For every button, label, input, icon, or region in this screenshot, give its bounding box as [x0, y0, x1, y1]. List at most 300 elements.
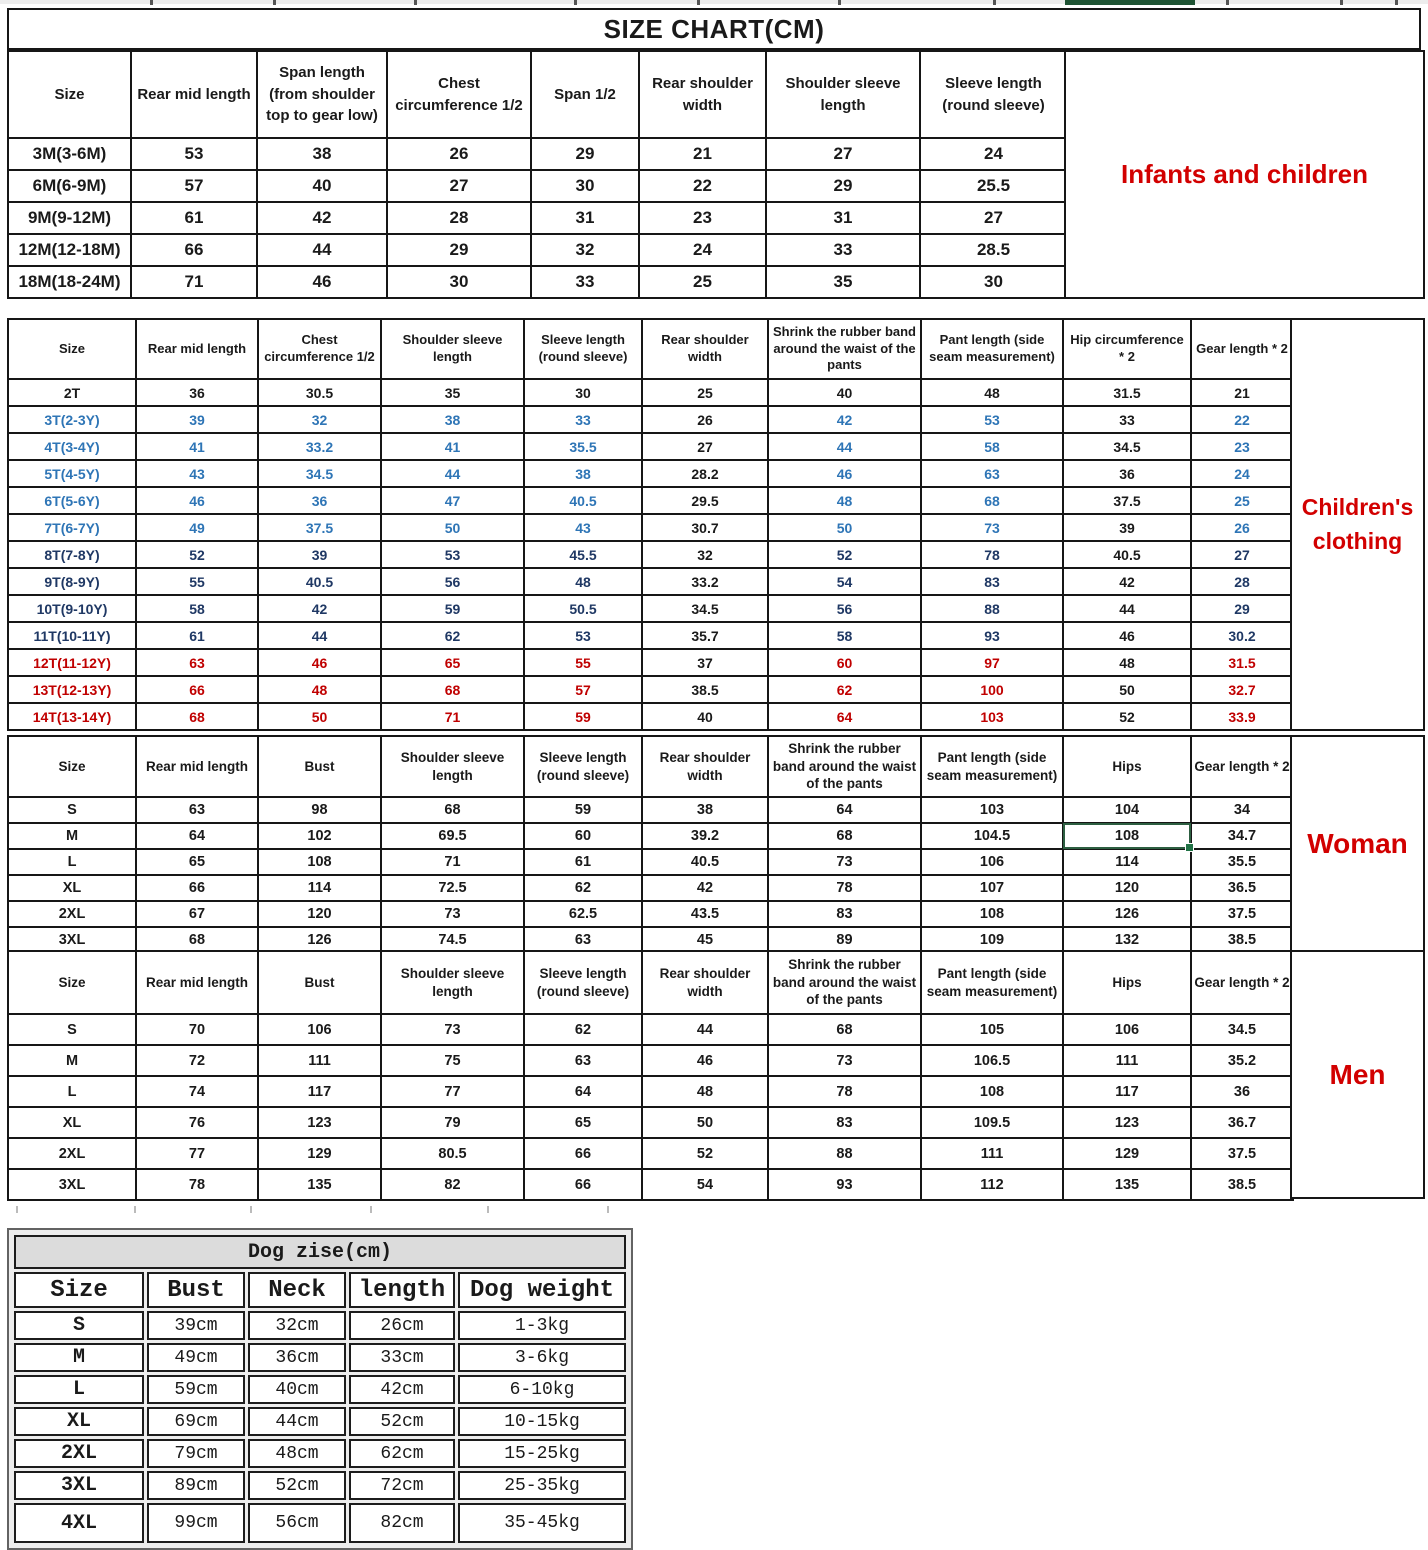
- value-cell: 72.5: [381, 875, 524, 901]
- column-header: Sleeve length (round sleeve): [524, 736, 642, 797]
- value-cell: 46: [257, 266, 387, 298]
- table-row: [14, 1343, 626, 1372]
- value-cell: 40.5: [258, 568, 381, 595]
- size-cell: 3XL: [8, 1169, 136, 1200]
- table-row: [8, 797, 1293, 823]
- table-row: [8, 1076, 1293, 1107]
- column-header: Pant length (side seam measurement): [921, 319, 1063, 379]
- value-cell: 32.7: [1191, 676, 1293, 703]
- value-cell: 105: [921, 1014, 1063, 1045]
- value-cell: 33cm: [349, 1343, 455, 1372]
- value-cell: 54: [642, 1169, 768, 1200]
- value-cell: 30.7: [642, 514, 768, 541]
- value-cell: 78: [768, 875, 921, 901]
- value-cell: 22: [1191, 406, 1293, 433]
- value-cell: 123: [1063, 1107, 1191, 1138]
- page-title: SIZE CHART(CM): [7, 8, 1421, 50]
- column-header: length: [349, 1272, 455, 1308]
- column-header: Size: [8, 319, 136, 379]
- value-cell: 120: [1063, 875, 1191, 901]
- value-cell: 58: [768, 622, 921, 649]
- value-cell: 52: [1063, 703, 1191, 730]
- value-cell: 102: [258, 823, 381, 849]
- value-cell: 6-10kg: [458, 1375, 626, 1404]
- value-cell: 46: [768, 460, 921, 487]
- value-cell: 72cm: [349, 1471, 455, 1500]
- value-cell: 63: [524, 1045, 642, 1076]
- value-cell: 30: [387, 266, 531, 298]
- value-cell: 80.5: [381, 1138, 524, 1169]
- value-cell: 79: [381, 1107, 524, 1138]
- value-cell: 27: [920, 202, 1067, 234]
- table-row: [8, 379, 1293, 406]
- column-header: Rear mid length: [136, 736, 258, 797]
- value-cell: 106: [921, 849, 1063, 875]
- value-cell: 48: [642, 1076, 768, 1107]
- grid-tick: [1395, 0, 1398, 5]
- value-cell: 34.7: [1191, 823, 1293, 849]
- value-cell: 23: [1191, 433, 1293, 460]
- value-cell: 114: [258, 875, 381, 901]
- size-cell: 3XL: [8, 927, 136, 953]
- column-header: Shrink the rubber band around the waist of the pants: [768, 736, 921, 797]
- value-cell: 38.5: [1191, 1169, 1293, 1200]
- value-cell: 109.5: [921, 1107, 1063, 1138]
- value-cell: 58: [136, 595, 258, 622]
- value-cell: 29: [766, 170, 920, 202]
- value-cell: 30.2: [1191, 622, 1293, 649]
- value-cell: 107: [921, 875, 1063, 901]
- column-header: Shrink the rubber band around the waist of the pants: [768, 319, 921, 379]
- grid-tick: [487, 1206, 489, 1213]
- header-row: [14, 1272, 626, 1308]
- value-cell: 35.7: [642, 622, 768, 649]
- column-header: Chest circumference 1/2: [258, 319, 381, 379]
- column-header: Shoulder sleeve length: [381, 319, 524, 379]
- value-cell: 60: [768, 649, 921, 676]
- value-cell: 135: [258, 1169, 381, 1200]
- table-row: [14, 1503, 626, 1543]
- table-row: [8, 514, 1293, 541]
- value-cell: 35: [766, 266, 920, 298]
- value-cell: 46: [1063, 622, 1191, 649]
- value-cell: 73: [381, 1014, 524, 1045]
- table-row: [8, 703, 1293, 730]
- value-cell: 64: [768, 703, 921, 730]
- value-cell: 32cm: [248, 1311, 346, 1340]
- value-cell: 68: [921, 487, 1063, 514]
- value-cell: 73: [768, 1045, 921, 1076]
- column-header: Sleeve length (round sleeve): [524, 951, 642, 1014]
- value-cell: 38: [524, 460, 642, 487]
- value-cell: 42cm: [349, 1375, 455, 1404]
- value-cell: 71: [381, 849, 524, 875]
- value-cell: 36: [1063, 460, 1191, 487]
- value-cell: 117: [1063, 1076, 1191, 1107]
- value-cell: 39: [1063, 514, 1191, 541]
- value-cell: 68: [768, 823, 921, 849]
- size-cell: S: [8, 1014, 136, 1045]
- value-cell: 38: [642, 797, 768, 823]
- value-cell: 98: [258, 797, 381, 823]
- value-cell: 109: [921, 927, 1063, 953]
- value-cell: 33.9: [1191, 703, 1293, 730]
- column-header: Size: [14, 1272, 144, 1308]
- size-cell: 3M(3-6M): [8, 138, 131, 170]
- value-cell: 29.5: [642, 487, 768, 514]
- column-header: Dog weight: [458, 1272, 626, 1308]
- grid-tick: [134, 1206, 136, 1213]
- value-cell: 47: [381, 487, 524, 514]
- column-header: Rear mid length: [136, 319, 258, 379]
- value-cell: 43: [136, 460, 258, 487]
- grid-tick: [1226, 0, 1229, 5]
- table-row: [8, 1014, 1293, 1045]
- value-cell: 45.5: [524, 541, 642, 568]
- value-cell: 10-15kg: [458, 1407, 626, 1436]
- column-header: Bust: [258, 736, 381, 797]
- value-cell: 88: [921, 595, 1063, 622]
- value-cell: 42: [768, 406, 921, 433]
- size-cell: 2XL: [8, 901, 136, 927]
- table-row: [8, 433, 1293, 460]
- dog-size-table: [11, 1232, 629, 1546]
- size-cell: M: [14, 1343, 144, 1372]
- size-cell: 13T(12-13Y): [8, 676, 136, 703]
- value-cell: 77: [381, 1076, 524, 1107]
- grid-tick: [250, 1206, 252, 1213]
- grid-tick: [697, 0, 700, 5]
- value-cell: 32: [258, 406, 381, 433]
- value-cell: 31.5: [1063, 379, 1191, 406]
- value-cell: 73: [768, 849, 921, 875]
- value-cell: 1-3kg: [458, 1311, 626, 1340]
- size-cell: S: [8, 797, 136, 823]
- value-cell: 73: [921, 514, 1063, 541]
- size-cell: L: [14, 1375, 144, 1404]
- value-cell: 100: [921, 676, 1063, 703]
- value-cell: 38.5: [642, 676, 768, 703]
- value-cell: 25-35kg: [458, 1471, 626, 1500]
- value-cell: 28.5: [920, 234, 1067, 266]
- column-header: Hip circumference * 2: [1063, 319, 1191, 379]
- value-cell: 82: [381, 1169, 524, 1200]
- value-cell: 31.5: [1191, 649, 1293, 676]
- grid-tick: [273, 0, 276, 5]
- value-cell: 66: [131, 234, 257, 266]
- size-cell: 6M(6-9M): [8, 170, 131, 202]
- column-header: Sleeve length (round sleeve): [920, 51, 1067, 138]
- value-cell: 68: [136, 703, 258, 730]
- value-cell: 33: [524, 406, 642, 433]
- value-cell: 22: [639, 170, 766, 202]
- grid-tick: [16, 1206, 18, 1213]
- value-cell: 59: [381, 595, 524, 622]
- value-cell: 103: [921, 797, 1063, 823]
- value-cell: 41: [136, 433, 258, 460]
- value-cell: 40.5: [642, 849, 768, 875]
- value-cell: 89: [768, 927, 921, 953]
- value-cell: 46: [136, 487, 258, 514]
- men-section-label: Men: [1290, 950, 1425, 1199]
- value-cell: 62: [768, 676, 921, 703]
- value-cell: 132: [1063, 927, 1191, 953]
- size-cell: L: [8, 1076, 136, 1107]
- value-cell: 117: [258, 1076, 381, 1107]
- grid-tick: [993, 0, 996, 5]
- value-cell: 68: [768, 1014, 921, 1045]
- value-cell: 120: [258, 901, 381, 927]
- value-cell: 108: [258, 849, 381, 875]
- woman-section-label: Woman: [1290, 735, 1425, 952]
- value-cell: 36.7: [1191, 1107, 1293, 1138]
- value-cell: 63: [524, 927, 642, 953]
- value-cell: 26: [387, 138, 531, 170]
- value-cell: 42: [258, 595, 381, 622]
- value-cell: 63: [136, 797, 258, 823]
- value-cell: 104.5: [921, 823, 1063, 849]
- value-cell: 32: [531, 234, 639, 266]
- value-cell: 27: [1191, 541, 1293, 568]
- table-row: [8, 901, 1293, 927]
- table-row: [8, 170, 1067, 202]
- column-header: Shoulder sleeve length: [766, 51, 920, 138]
- value-cell: 32: [642, 541, 768, 568]
- value-cell: 114: [1063, 849, 1191, 875]
- value-cell: 56: [381, 568, 524, 595]
- value-cell: 33: [531, 266, 639, 298]
- value-cell: 28.2: [642, 460, 768, 487]
- value-cell: 54: [768, 568, 921, 595]
- value-cell: 35.5: [524, 433, 642, 460]
- value-cell: 53: [524, 622, 642, 649]
- size-cell: XL: [8, 1107, 136, 1138]
- selected-column-indicator: [1065, 0, 1195, 5]
- value-cell: 52: [136, 541, 258, 568]
- value-cell: 108: [921, 1076, 1063, 1107]
- value-cell: 35-45kg: [458, 1503, 626, 1543]
- column-header: Bust: [258, 951, 381, 1014]
- value-cell: 108: [1063, 823, 1191, 849]
- value-cell: 59: [524, 797, 642, 823]
- size-cell: 9M(9-12M): [8, 202, 131, 234]
- value-cell: 36: [1191, 1076, 1293, 1107]
- size-cell: M: [8, 823, 136, 849]
- size-cell: 10T(9-10Y): [8, 595, 136, 622]
- column-header: Shoulder sleeve length: [381, 951, 524, 1014]
- value-cell: 30.5: [258, 379, 381, 406]
- spreadsheet-top-edge: [0, 0, 1428, 4]
- value-cell: 82cm: [349, 1503, 455, 1543]
- header-row: [8, 951, 1293, 1014]
- header-row: [8, 51, 1067, 138]
- table-row: [8, 849, 1293, 875]
- value-cell: 45: [642, 927, 768, 953]
- value-cell: 36.5: [1191, 875, 1293, 901]
- value-cell: 46: [642, 1045, 768, 1076]
- size-cell: L: [8, 849, 136, 875]
- size-cell: 6T(5-6Y): [8, 487, 136, 514]
- value-cell: 52cm: [248, 1471, 346, 1500]
- value-cell: 50: [768, 514, 921, 541]
- value-cell: 65: [136, 849, 258, 875]
- value-cell: 50: [381, 514, 524, 541]
- value-cell: 38: [257, 138, 387, 170]
- column-header: Pant length (side seam measurement): [921, 736, 1063, 797]
- table-row: [14, 1471, 626, 1500]
- column-header: Gear length * 2: [1191, 319, 1293, 379]
- value-cell: 66: [136, 875, 258, 901]
- table-row: [8, 202, 1067, 234]
- value-cell: 33: [766, 234, 920, 266]
- value-cell: 72: [136, 1045, 258, 1076]
- value-cell: 46: [258, 649, 381, 676]
- value-cell: 111: [258, 1045, 381, 1076]
- value-cell: 27: [642, 433, 768, 460]
- size-cell: 9T(8-9Y): [8, 568, 136, 595]
- value-cell: 64: [524, 1076, 642, 1107]
- value-cell: 37: [642, 649, 768, 676]
- table-row: [8, 1138, 1293, 1169]
- value-cell: 27: [387, 170, 531, 202]
- column-header: Size: [8, 951, 136, 1014]
- value-cell: 31: [531, 202, 639, 234]
- value-cell: 42: [642, 875, 768, 901]
- column-header: Gear length * 2: [1191, 951, 1293, 1014]
- value-cell: 68: [136, 927, 258, 953]
- column-header: Bust: [147, 1272, 245, 1308]
- value-cell: 99cm: [147, 1503, 245, 1543]
- value-cell: 41: [381, 433, 524, 460]
- value-cell: 61: [131, 202, 257, 234]
- value-cell: 89cm: [147, 1471, 245, 1500]
- value-cell: 30: [920, 266, 1067, 298]
- value-cell: 36cm: [248, 1343, 346, 1372]
- value-cell: 53: [381, 541, 524, 568]
- column-header: Span length (from shoulder top to gear low): [257, 51, 387, 138]
- column-header: Rear shoulder width: [642, 951, 768, 1014]
- table-row: [8, 875, 1293, 901]
- value-cell: 25: [639, 266, 766, 298]
- grid-tick: [1340, 0, 1343, 5]
- value-cell: 30: [531, 170, 639, 202]
- size-cell: 4T(3-4Y): [8, 433, 136, 460]
- value-cell: 35: [381, 379, 524, 406]
- value-cell: 50: [1063, 676, 1191, 703]
- table-row: [8, 568, 1293, 595]
- grid-tick: [607, 1206, 609, 1213]
- value-cell: 40: [257, 170, 387, 202]
- value-cell: 34: [1191, 797, 1293, 823]
- column-header: Hips: [1063, 736, 1191, 797]
- value-cell: 40.5: [1063, 541, 1191, 568]
- value-cell: 67: [136, 901, 258, 927]
- table-row: [14, 1439, 626, 1468]
- value-cell: 29: [387, 234, 531, 266]
- value-cell: 40cm: [248, 1375, 346, 1404]
- value-cell: 38: [381, 406, 524, 433]
- table-row: [8, 1169, 1293, 1200]
- value-cell: 66: [524, 1169, 642, 1200]
- table-row: [8, 266, 1067, 298]
- table-row: [8, 823, 1293, 849]
- column-header: Rear shoulder width: [642, 736, 768, 797]
- value-cell: 52: [768, 541, 921, 568]
- value-cell: 61: [136, 622, 258, 649]
- value-cell: 53: [921, 406, 1063, 433]
- value-cell: 42: [257, 202, 387, 234]
- value-cell: 29: [1191, 595, 1293, 622]
- column-header: Rear mid length: [131, 51, 257, 138]
- size-cell: 2XL: [14, 1439, 144, 1468]
- column-header: Neck: [248, 1272, 346, 1308]
- value-cell: 58: [921, 433, 1063, 460]
- value-cell: 65: [381, 649, 524, 676]
- infants-size-table: [7, 50, 1068, 299]
- value-cell: 48: [1063, 649, 1191, 676]
- value-cell: 26cm: [349, 1311, 455, 1340]
- value-cell: 83: [768, 1107, 921, 1138]
- size-cell: 3XL: [14, 1471, 144, 1500]
- table-row: [8, 460, 1293, 487]
- value-cell: 106.5: [921, 1045, 1063, 1076]
- value-cell: 83: [768, 901, 921, 927]
- value-cell: 53: [131, 138, 257, 170]
- value-cell: 36: [136, 379, 258, 406]
- size-cell: 3T(2-3Y): [8, 406, 136, 433]
- value-cell: 64: [136, 823, 258, 849]
- value-cell: 49cm: [147, 1343, 245, 1372]
- value-cell: 129: [1063, 1138, 1191, 1169]
- value-cell: 37.5: [1191, 1138, 1293, 1169]
- value-cell: 28: [1191, 568, 1293, 595]
- value-cell: 79cm: [147, 1439, 245, 1468]
- table-row: [14, 1375, 626, 1404]
- value-cell: 75: [381, 1045, 524, 1076]
- value-cell: 37.5: [1063, 487, 1191, 514]
- value-cell: 44: [768, 433, 921, 460]
- value-cell: 76: [136, 1107, 258, 1138]
- size-cell: 2XL: [8, 1138, 136, 1169]
- column-header: Rear mid length: [136, 951, 258, 1014]
- value-cell: 111: [1063, 1045, 1191, 1076]
- value-cell: 56cm: [248, 1503, 346, 1543]
- value-cell: 68: [381, 797, 524, 823]
- value-cell: 3-6kg: [458, 1343, 626, 1372]
- value-cell: 28: [387, 202, 531, 234]
- value-cell: 66: [524, 1138, 642, 1169]
- value-cell: 93: [768, 1169, 921, 1200]
- value-cell: 15-25kg: [458, 1439, 626, 1468]
- value-cell: 26: [642, 406, 768, 433]
- infants-section-label: Infants and children: [1064, 50, 1425, 299]
- size-cell: 7T(6-7Y): [8, 514, 136, 541]
- value-cell: 49: [136, 514, 258, 541]
- value-cell: 56: [768, 595, 921, 622]
- value-cell: 66: [136, 676, 258, 703]
- value-cell: 93: [921, 622, 1063, 649]
- grid-tick: [838, 0, 841, 5]
- value-cell: 44: [257, 234, 387, 266]
- value-cell: 24: [920, 138, 1067, 170]
- table-row: [8, 676, 1293, 703]
- value-cell: 44: [381, 460, 524, 487]
- value-cell: 31: [766, 202, 920, 234]
- value-cell: 21: [1191, 379, 1293, 406]
- value-cell: 108: [921, 901, 1063, 927]
- value-cell: 126: [1063, 901, 1191, 927]
- header-row: [8, 736, 1293, 797]
